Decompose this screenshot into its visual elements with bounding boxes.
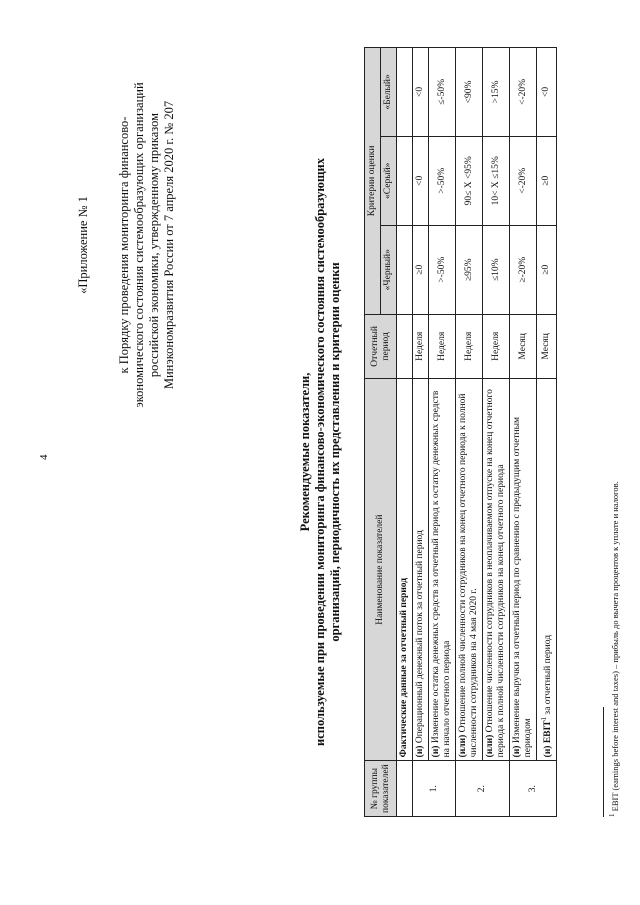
- criterion-grey: ≥0: [537, 136, 557, 225]
- criterion-black: ≥0: [537, 225, 557, 314]
- indicator-name: [429, 378, 456, 760]
- group-number: 2.: [456, 761, 510, 817]
- criterion-black: ≤10%: [483, 225, 510, 314]
- conjunction: (или): [485, 734, 495, 758]
- criterion-grey: >-50%: [429, 136, 456, 225]
- indicator-text: Отношение полной численности сотрудников на конец отчетного периода к полной численности сотрудников на 4 мая 2020 г.: [458, 393, 479, 758]
- indicator-text: EBIT: [543, 720, 554, 744]
- indicator-name: [413, 378, 429, 760]
- conjunction: (и): [543, 745, 554, 758]
- indicator-name: [483, 378, 510, 760]
- indicator-text: Операционный денежный поток за отчетный период: [415, 530, 425, 744]
- reporting-period: Неделя: [483, 314, 510, 378]
- criterion-grey: <0: [413, 136, 429, 225]
- conjunction: (или): [458, 734, 468, 758]
- page-number: 4: [38, 454, 50, 460]
- title-line-2: используемые при проведении мониторинга финансово-экономического состояния системообразующих: [313, 158, 327, 746]
- header-reporting-period: Отчетный период: [365, 314, 397, 378]
- table-row: [510, 48, 537, 817]
- criterion-white: ≤-50%: [429, 48, 456, 137]
- indicator-text: Отношение численности сотрудников в неоплачиваемом отпуске на конец отчетного периода к полной численности сотрудников на конец отчетного периода: [485, 389, 506, 758]
- reporting-period: Месяц: [537, 314, 557, 378]
- criterion-grey: <-20%: [510, 136, 537, 225]
- group-number: 1.: [413, 761, 456, 817]
- header-white: «Белый»: [381, 48, 397, 137]
- criterion-grey: 90≤ X <95%: [456, 136, 483, 225]
- header-grey: «Серый»: [381, 136, 397, 225]
- criterion-grey: 10< X ≤15%: [483, 136, 510, 225]
- criterion-white: <0: [413, 48, 429, 137]
- table-row: [537, 48, 557, 817]
- appendix-block: [76, 80, 177, 410]
- footnote-mark: 1: [608, 813, 616, 817]
- footnote-ref: 1: [540, 716, 548, 721]
- reporting-period: Месяц: [510, 314, 537, 378]
- indicator-text: Изменение выручки за отчетный период по сравнению с предыдущим отчетным периодом: [512, 416, 533, 758]
- table-row: [483, 48, 510, 817]
- conjunction: (и): [431, 745, 441, 758]
- table-row: [413, 48, 429, 817]
- criterion-black: ≥-20%: [510, 225, 537, 314]
- footnote-text: EBIT (earnings before interest and taxes) – прибыль до вычета процентов к уплате и налогов.: [609, 481, 620, 812]
- footnote: [608, 481, 620, 817]
- reporting-period: Неделя: [429, 314, 456, 378]
- table-row: [429, 48, 456, 817]
- header-criteria: Критерии оценки: [365, 48, 381, 315]
- criterion-black: ≥95%: [456, 225, 483, 314]
- criterion-white: <0: [537, 48, 557, 137]
- indicator-name: [510, 378, 537, 760]
- indicator-name: [456, 378, 483, 760]
- criterion-white: <-20%: [510, 48, 537, 137]
- header-group-number: № группы показателей: [365, 761, 397, 817]
- reporting-period: Неделя: [456, 314, 483, 378]
- footnote-divider: [603, 707, 604, 817]
- criterion-black: ≥0: [413, 225, 429, 314]
- indicator-tail: за отчетный период: [543, 634, 554, 715]
- table-row: [456, 48, 483, 817]
- section-row: [397, 48, 413, 817]
- reporting-period: Неделя: [413, 314, 429, 378]
- conjunction: (и): [512, 745, 522, 758]
- criterion-white: <90%: [456, 48, 483, 137]
- criterion-white: >15%: [483, 48, 510, 137]
- document-title: [298, 87, 343, 817]
- criteria-table: [364, 47, 557, 817]
- header-indicator-name: Наименование показателей: [365, 378, 397, 760]
- group-number: 3.: [510, 761, 557, 817]
- header-black: «Черный»: [381, 225, 397, 314]
- section-title: Фактические данные за отчетный период: [397, 378, 413, 760]
- indicator-name: [537, 378, 557, 760]
- title-line-3: организаций, периодичность их представления и критерии оценки: [328, 262, 342, 642]
- conjunction: (и): [415, 745, 425, 758]
- title-line-1: Рекомендуемые показатели,: [298, 372, 312, 532]
- appendix-header: «Приложение № 1: [76, 196, 90, 294]
- criterion-black: >-50%: [429, 225, 456, 314]
- appendix-body: к Порядку проведения мониторинга финансово-экономического состояния системообразующих организаций российской экономики, утвержденному приказом Минэкономразвития России от 7 апреля 2020 г. № 207: [117, 82, 176, 408]
- indicator-text: Изменение остатка денежных средств за отчетный период к остатку денежных средств на начало отчетного периода: [431, 390, 452, 758]
